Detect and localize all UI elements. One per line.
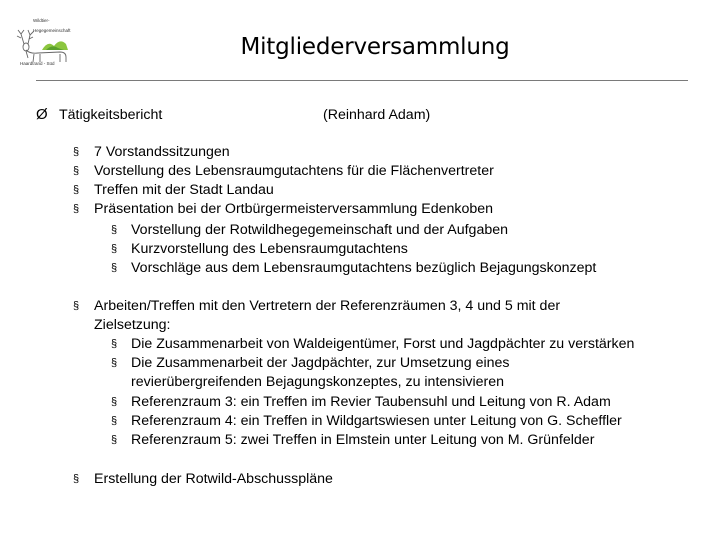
list-item: Erstellung der Rotwild-Abschusspläne	[94, 471, 333, 487]
bullet-icon: §	[73, 300, 80, 312]
sub-bullet-icon: §	[111, 434, 118, 446]
sub-list-item: Referenzraum 4: ein Treffen in Wildgartswiesen unter Leitung von G. Scheffler	[131, 413, 622, 429]
page-title: Mitgliederversammlung	[240, 34, 510, 60]
arrow-bullet-icon: Ø	[36, 106, 48, 123]
bullet-icon: §	[73, 165, 80, 177]
sub-list-item: Referenzraum 5: zwei Treffen in Elmstein unter Leitung von M. Grünfelder	[131, 432, 595, 448]
bullet-icon: §	[73, 146, 80, 158]
sub-bullet-icon: §	[111, 357, 118, 369]
logo-bottom-text: Haardtrand - Süd	[20, 61, 55, 66]
list-item: 7 Vorstandssitzungen	[94, 144, 230, 160]
bullet-icon: §	[73, 184, 80, 196]
logo-mid-text: Hegegemeinschaft	[33, 28, 71, 33]
sub-bullet-icon: §	[111, 224, 118, 236]
list-item: Präsentation bei der Ortbürgermeisterversammlung Edenkoben	[94, 201, 494, 217]
sub-list-item-continuation: revierübergreifenden Bejagungskonzeptes, zu intensivieren	[131, 374, 505, 390]
logo-top-text: Wildtier-	[33, 18, 50, 23]
sub-bullet-icon: §	[111, 338, 118, 350]
sub-bullet-icon: §	[111, 262, 118, 274]
sub-list-item: Referenzraum 3: ein Treffen im Revier Taubensuhl und Leitung von R. Adam	[131, 394, 611, 410]
list-item-continuation: Zielsetzung:	[94, 317, 171, 333]
list-item: Vorstellung des Lebensraumgutachtens für die Flächenvertreter	[94, 163, 494, 179]
section-heading: Tätigkeitsbericht	[59, 107, 163, 123]
title-divider	[36, 80, 688, 81]
list-item: Treffen mit der Stadt Landau	[94, 182, 274, 198]
sub-list-item: Die Zusammenarbeit von Waldeigentümer, Forst und Jagdpächter zu verstärken	[131, 336, 635, 352]
sub-list-item: Die Zusammenarbeit der Jagdpächter, zur Umsetzung eines	[131, 355, 510, 371]
sub-list-item: Kurzvorstellung des Lebensraumgutachtens	[131, 241, 408, 257]
section-speaker: (Reinhard Adam)	[323, 107, 431, 123]
bullet-icon: §	[73, 473, 80, 485]
list-item: Arbeiten/Treffen mit den Vertretern der Referenzräumen 3, 4 und 5 mit der	[94, 298, 561, 314]
sub-bullet-icon: §	[111, 396, 118, 408]
sub-bullet-icon: §	[111, 415, 118, 427]
bullet-icon: §	[73, 203, 80, 215]
sub-bullet-icon: §	[111, 243, 118, 255]
sub-list-item: Vorstellung der Rotwildhegegemeinschaft und der Aufgaben	[131, 222, 509, 238]
sub-list-item: Vorschläge aus dem Lebensraumgutachtens bezüglich Bejagungskonzept	[131, 260, 597, 276]
